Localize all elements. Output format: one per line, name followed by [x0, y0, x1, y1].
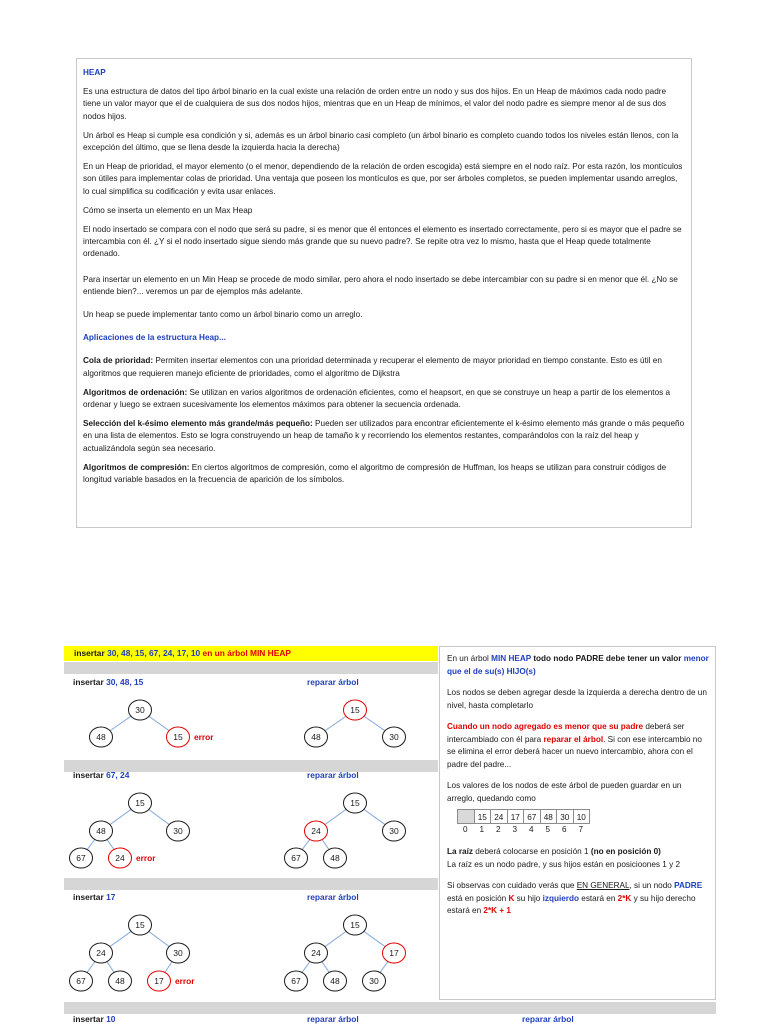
- heap-title: HEAP: [83, 68, 106, 77]
- note-swap-rule: [447, 721, 709, 771]
- note-text: todo nodo PADRE debe tener un valor: [531, 654, 684, 663]
- tree-node-value: 17: [389, 948, 399, 958]
- note-text: su hijo: [514, 893, 543, 903]
- application-text: En ciertos algoritmos de compresión, como el algoritmo de compresión de Huffman, los heaps se utilizan para construir códigos de longitud variable basados en la frecuencia de aparición de los símbolos.: [83, 462, 667, 485]
- tree-node-value: 15: [135, 798, 145, 808]
- array-index: 7: [578, 825, 584, 834]
- applications-title: Aplicaciones de la estructura Heap...: [83, 333, 226, 343]
- note-highlight: 2*K: [617, 893, 632, 903]
- heap-paragraph-2: Un árbol es Heap si cumple esa condición y si, además es un árbol binario casi completo (un árbol binario es completo cuando todos los niveles están llenos, con la excepción del último, que se llena desde la izquierda hacia la derecha): [83, 130, 679, 153]
- banner-suffix: MIN HEAP: [250, 648, 291, 658]
- note-highlight: menor que el de su(s) HIJO(s): [447, 654, 709, 676]
- tree-node-value: 67: [291, 976, 301, 986]
- tree-node-value: 15: [173, 732, 183, 742]
- heap-paragraph-6: Para insertar un elemento en un Min Heap se procede de modo similar, pero ahora el nodo insertado se debe intercambiar con su padre si en menor que él. ¿No se entiende bien?... veremos un par de ejemplos más adelante.: [83, 274, 678, 296]
- tree-node-value: 48: [115, 976, 125, 986]
- note-highlight: La raíz: [447, 847, 473, 856]
- heap-paragraph-4: Cómo se inserta un elemento en un Max Heap: [83, 205, 253, 215]
- note-min-heap-rule: [447, 653, 709, 678]
- tree-node-value: 67: [76, 976, 86, 986]
- banner-values: 30, 48, 15, 67, 24, 17, 10: [107, 648, 201, 658]
- array-index: 2: [495, 825, 501, 834]
- note-highlight: reparar el árbol: [543, 734, 604, 744]
- array-index: 4: [528, 825, 534, 834]
- tree-node-value: 17: [154, 976, 164, 986]
- tree-node-value: 30: [389, 732, 399, 742]
- error-label: error: [136, 853, 156, 863]
- note-highlight: EN GENERAL: [576, 881, 630, 890]
- array-cell: 67: [523, 809, 541, 824]
- tree-node-value: 30: [173, 826, 183, 836]
- array-index: 0: [462, 825, 468, 834]
- tree-node-value: 30: [173, 948, 183, 958]
- error-label: error: [194, 732, 214, 742]
- note-highlight: PADRE: [674, 881, 703, 890]
- array-cell: [457, 809, 475, 824]
- note-highlight: izquierdo: [542, 893, 579, 903]
- note-text: La raíz es un nodo padre, y sus hijos están en posicioones 1 y 2: [447, 859, 681, 869]
- note-text: Si observas con cuidado verás que: [447, 881, 577, 890]
- note-highlight: 2*K + 1: [483, 906, 511, 915]
- step-prefix: insertar: [73, 892, 107, 902]
- repair-label: reparar árbol: [307, 1014, 359, 1024]
- array-index: 1: [479, 825, 485, 834]
- tree-node-value: 15: [350, 920, 360, 930]
- heap-paragraph-7: Un heap se puede implementar tanto como un árbol binario como un arreglo.: [83, 310, 363, 320]
- application-title: Algoritmos de compresión:: [83, 462, 190, 472]
- note-general-rule: [447, 880, 709, 918]
- tree-node-value: 24: [311, 948, 321, 958]
- note-fill-order: Los nodos se deben agregar desde la izquierda a derecha dentro de un nivel, hasta completarlo: [447, 688, 707, 710]
- tree-node-value: 48: [330, 976, 340, 986]
- array-cell: 30: [556, 809, 574, 824]
- step-values: 30, 48, 15: [106, 677, 144, 687]
- repair-label: reparar árbol: [522, 1014, 574, 1024]
- heap-paragraph-5: El nodo insertado se compara con el nodo que será su padre, si es menor que él entonces el elemento es insertado correctamente, pero si es mayor que el padre se intercambia con él. ¿Y si el nodo insertado sigue siendo más grande que su nuevo padre?. Se repite otra vez lo mismo, hasta que el Heap quede totalmente ordenado.: [83, 225, 682, 259]
- array-index: 3: [512, 825, 518, 834]
- application-title: Cola de prioridad:: [83, 356, 154, 366]
- application-text: Se utilizan en varios algoritmos de ordenación eficientes, como el heapsort, en que se construye un heap a partir de los elementos a ordenar y luego se extraen sucesivamente los elementos máximos para obtener la secuencia ordenada.: [83, 387, 671, 410]
- note-text: En un árbol: [447, 654, 492, 663]
- application-title: Algoritmos de ordenación:: [83, 387, 188, 397]
- tree-node-value: 48: [330, 853, 340, 863]
- note-root-position: [447, 846, 709, 871]
- application-text: Permiten insertar elementos con una prioridad determinada y recuperar el elemento de mayor prioridad en tiempo constante. Esto es útil en algoritmos que requieren manejo eficiente de prioridades, como el algoritmo de Dijkstra: [83, 356, 662, 378]
- step-values: 67, 24: [106, 770, 130, 780]
- banner-mid: en un árbol: [200, 648, 250, 658]
- notes-box: [439, 646, 716, 1000]
- tree-node-value: 24: [96, 948, 106, 958]
- tree-node-value: 48: [311, 732, 321, 742]
- array-cell: 17: [507, 809, 525, 824]
- note-highlight: (no en posición 0): [590, 847, 661, 856]
- tree-node-value: 48: [96, 826, 106, 836]
- heap-tree: [305, 700, 406, 747]
- tree-node-value: 15: [350, 705, 360, 715]
- heap-paragraph-3: En un Heap de prioridad, el mayor elemento (o el menor, dependiendo de la relación de orden escogida) está siempre en el nodo raíz. Por esta razón, los montículos son útiles para implementar colas de prioridad. Una ventaja que poseen los montículos es que, por ser árboles completos, se pueden implementar usando arreglos, lo cual simplifica su codificación y evita usar enlaces.: [83, 162, 683, 196]
- array-cell: 48: [540, 809, 558, 824]
- array-cell: 24: [490, 809, 508, 824]
- heap-tree: [285, 915, 406, 991]
- repair-label: reparar árbol: [307, 770, 359, 780]
- tree-node-value: 48: [96, 732, 106, 742]
- error-label: error: [175, 976, 195, 986]
- tree-node-value: 67: [291, 853, 301, 863]
- note-highlight: MIN HEAP: [491, 654, 532, 663]
- repair-label: reparar árbol: [307, 677, 359, 687]
- note-text: deberá ser intercambiado con él para: [447, 722, 685, 744]
- tree-node-value: 30: [135, 705, 145, 715]
- array-cell: 15: [474, 809, 492, 824]
- application-text: Pueden ser utilizados para encontrar eficientemente el k-ésimo elemento más grande o más pequeño en una lista de elementos. Esto se logra construyendo un heap de tamaño k y recorriendo los elementos restantes, comparándolos con la raíz del heap y actualizándola según sea necesario.: [83, 419, 685, 453]
- application-title: Selección del k-ésimo elemento más grande/más pequeño:: [83, 419, 313, 429]
- tree-node-value: 30: [369, 976, 379, 986]
- step-prefix: insertar: [73, 1014, 107, 1024]
- heap-tree: [70, 793, 190, 868]
- heap-tree: [90, 700, 190, 747]
- note-array-storage: Los valores de los nodos de este árbol de pueden guardar en un arreglo, quedando como: [447, 781, 682, 803]
- tree-node-value: 30: [389, 826, 399, 836]
- note-highlight: Cuando un nodo agregado es menor que su padre: [447, 722, 644, 731]
- tree-node-value: 24: [115, 853, 125, 863]
- tree-node-value: 67: [76, 853, 86, 863]
- note-text: . Si con ese intercambio no se elimina el error deberá hacer un nuevo intercambio, ahora con el padre del padre...: [447, 734, 702, 769]
- step-prefix: insertar: [73, 677, 107, 687]
- array-index: 5: [545, 825, 551, 834]
- array-cell: 10: [573, 809, 591, 824]
- heap-tree: [70, 915, 190, 991]
- repair-label: reparar árbol: [307, 892, 359, 902]
- tree-node-value: 15: [350, 798, 360, 808]
- note-text: estará en: [578, 893, 618, 903]
- heap-array: [458, 809, 709, 824]
- step-values: 10: [106, 1014, 116, 1024]
- heap-tree: [285, 793, 406, 868]
- banner-prefix: insertar: [74, 648, 108, 658]
- step-values: 17: [106, 892, 116, 902]
- heap-array-indices: [457, 824, 709, 836]
- tree-node-value: 24: [311, 826, 321, 836]
- note-text: , si un nodo: [629, 881, 675, 890]
- note-text: está en posición: [447, 893, 509, 903]
- step-prefix: insertar: [73, 770, 107, 780]
- tree-node-value: 15: [135, 920, 145, 930]
- note-text: deberá colocarse en posición 1: [472, 847, 591, 856]
- heap-paragraph-1: Es una estructura de datos del tipo árbol binario en la cual existe una relación de orden entre un nodo y sus dos hijos. En un Heap de máximos cada nodo padre tiene un valor mayor que el de cualquiera de sus dos nodos hijos, mientras que en un Heap de mínimos, el valor del nodo padre es siempre menor al de sus dos nodos hijos.: [83, 87, 667, 121]
- note-text: y su hijo derecho estará en: [447, 893, 696, 915]
- array-index: 6: [561, 825, 567, 834]
- note-highlight: K: [508, 893, 515, 903]
